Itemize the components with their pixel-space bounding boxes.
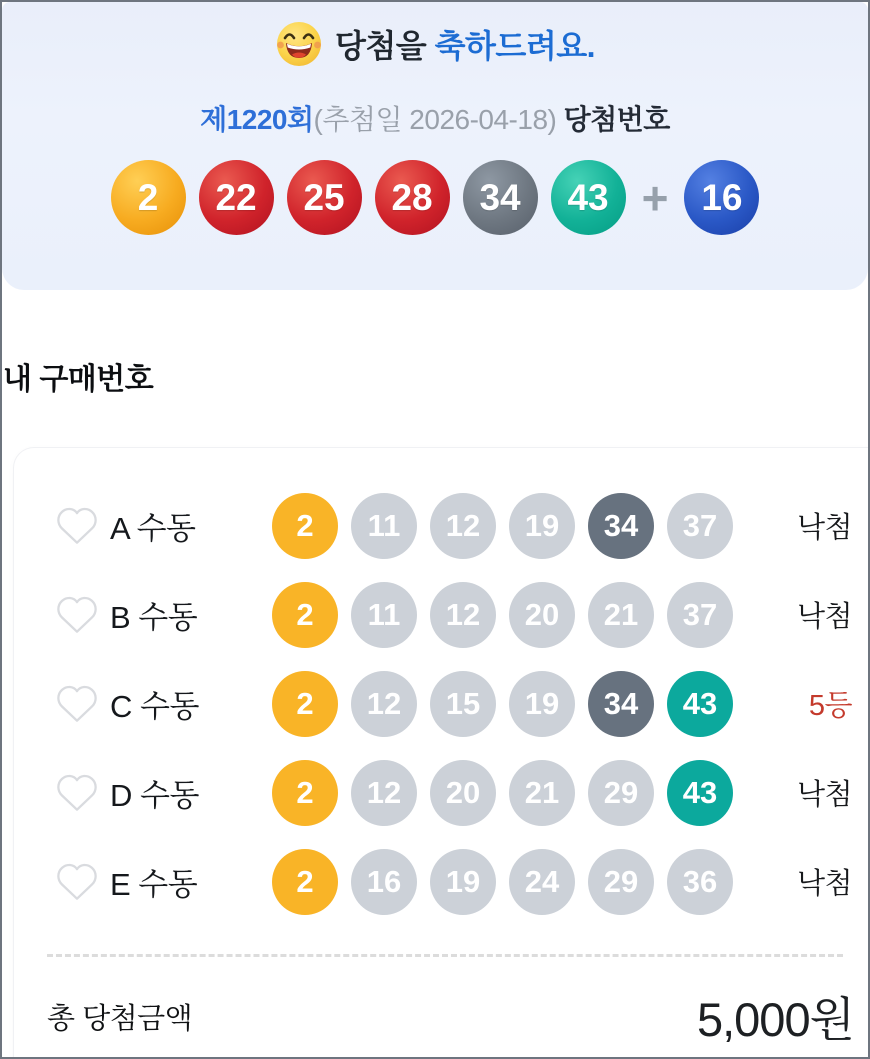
congratulation-highlight: 축하드려요. [434, 28, 596, 64]
ticket-row [14, 481, 868, 570]
favorite-heart-icon[interactable] [54, 861, 100, 903]
ticket-ball: 34 [588, 671, 654, 737]
congratulation-panel [2, 2, 868, 290]
ticket-label: E 수동 [110, 867, 198, 902]
ticket-ball: 43 [667, 760, 733, 826]
ticket-result: 낙첨 [796, 601, 852, 633]
ticket-ball: 19 [509, 493, 575, 559]
ticket-row [14, 570, 868, 659]
ticket-row [14, 659, 868, 748]
ticket-result: 5등 [808, 690, 852, 722]
ticket-ball: 19 [509, 671, 575, 737]
lotto-ball: 2 [111, 160, 186, 235]
ticket-ball: 12 [351, 671, 417, 737]
favorite-heart-icon[interactable] [54, 683, 100, 725]
ticket-ball: 20 [509, 582, 575, 648]
ticket-numbers [272, 849, 733, 915]
ticket-ball: 2 [272, 582, 338, 648]
ticket-ball: 43 [667, 671, 733, 737]
congratulation-heading [2, 16, 868, 72]
winning-numbers-row [2, 160, 868, 235]
lotto-ball: 43 [551, 160, 626, 235]
bonus-plus-sign: + [641, 171, 669, 224]
lotto-ball: 22 [199, 160, 274, 235]
tickets-card [14, 448, 868, 1059]
ticket-ball: 37 [667, 582, 733, 648]
ticket-ball: 15 [430, 671, 496, 737]
lotto-ball: 16 [684, 160, 759, 235]
total-winnings-label: 총 당첨금액 [47, 1003, 193, 1035]
ticket-ball: 2 [272, 671, 338, 737]
ticket-ball: 12 [430, 493, 496, 559]
ticket-result: 낙첨 [796, 779, 852, 811]
total-winnings-row [14, 957, 868, 1050]
congratulation-text [335, 21, 595, 67]
ticket-label: B 수동 [110, 600, 198, 635]
winning-numbers-label: 당첨번호 [556, 104, 670, 135]
lotto-ball: 34 [463, 160, 538, 235]
section-title-my-numbers: 내 구매번호 [3, 363, 154, 396]
ticket-numbers [272, 671, 733, 737]
round-info [2, 98, 868, 138]
ticket-result: 낙첨 [796, 512, 852, 544]
ticket-ball: 2 [272, 760, 338, 826]
ticket-ball: 21 [588, 582, 654, 648]
lotto-ball: 25 [287, 160, 362, 235]
ticket-numbers [272, 493, 733, 559]
ticket-row [14, 837, 868, 926]
ticket-ball: 37 [667, 493, 733, 559]
ticket-ball: 2 [272, 849, 338, 915]
ticket-ball: 20 [430, 760, 496, 826]
draw-date: (추첨일 2026-04-18) [313, 104, 557, 135]
congratulation-prefix: 당첨을 [334, 28, 435, 64]
ticket-ball: 29 [588, 760, 654, 826]
ticket-numbers [272, 760, 733, 826]
round-number: 제1220회 [200, 104, 314, 135]
lotto-ball: 28 [375, 160, 450, 235]
ticket-label: C 수동 [110, 689, 199, 724]
grinning-face-emoji [275, 20, 323, 68]
ticket-result: 낙첨 [796, 868, 852, 900]
ticket-ball: 29 [588, 849, 654, 915]
ticket-ball: 21 [509, 760, 575, 826]
favorite-heart-icon[interactable] [54, 505, 100, 547]
total-winnings-amount: 5,000원 [696, 993, 854, 1046]
ticket-ball: 24 [509, 849, 575, 915]
ticket-ball: 19 [430, 849, 496, 915]
ticket-ball: 16 [351, 849, 417, 915]
ticket-label: D 수동 [110, 778, 199, 813]
ticket-ball: 2 [272, 493, 338, 559]
ticket-ball: 11 [351, 493, 417, 559]
ticket-ball: 12 [430, 582, 496, 648]
ticket-ball: 36 [667, 849, 733, 915]
ticket-label: A 수동 [110, 511, 196, 546]
ticket-row [14, 748, 868, 837]
ticket-ball: 34 [588, 493, 654, 559]
ticket-list [14, 481, 868, 926]
ticket-numbers [272, 582, 733, 648]
favorite-heart-icon[interactable] [54, 594, 100, 636]
ticket-ball: 11 [351, 582, 417, 648]
favorite-heart-icon[interactable] [54, 772, 100, 814]
ticket-ball: 12 [351, 760, 417, 826]
